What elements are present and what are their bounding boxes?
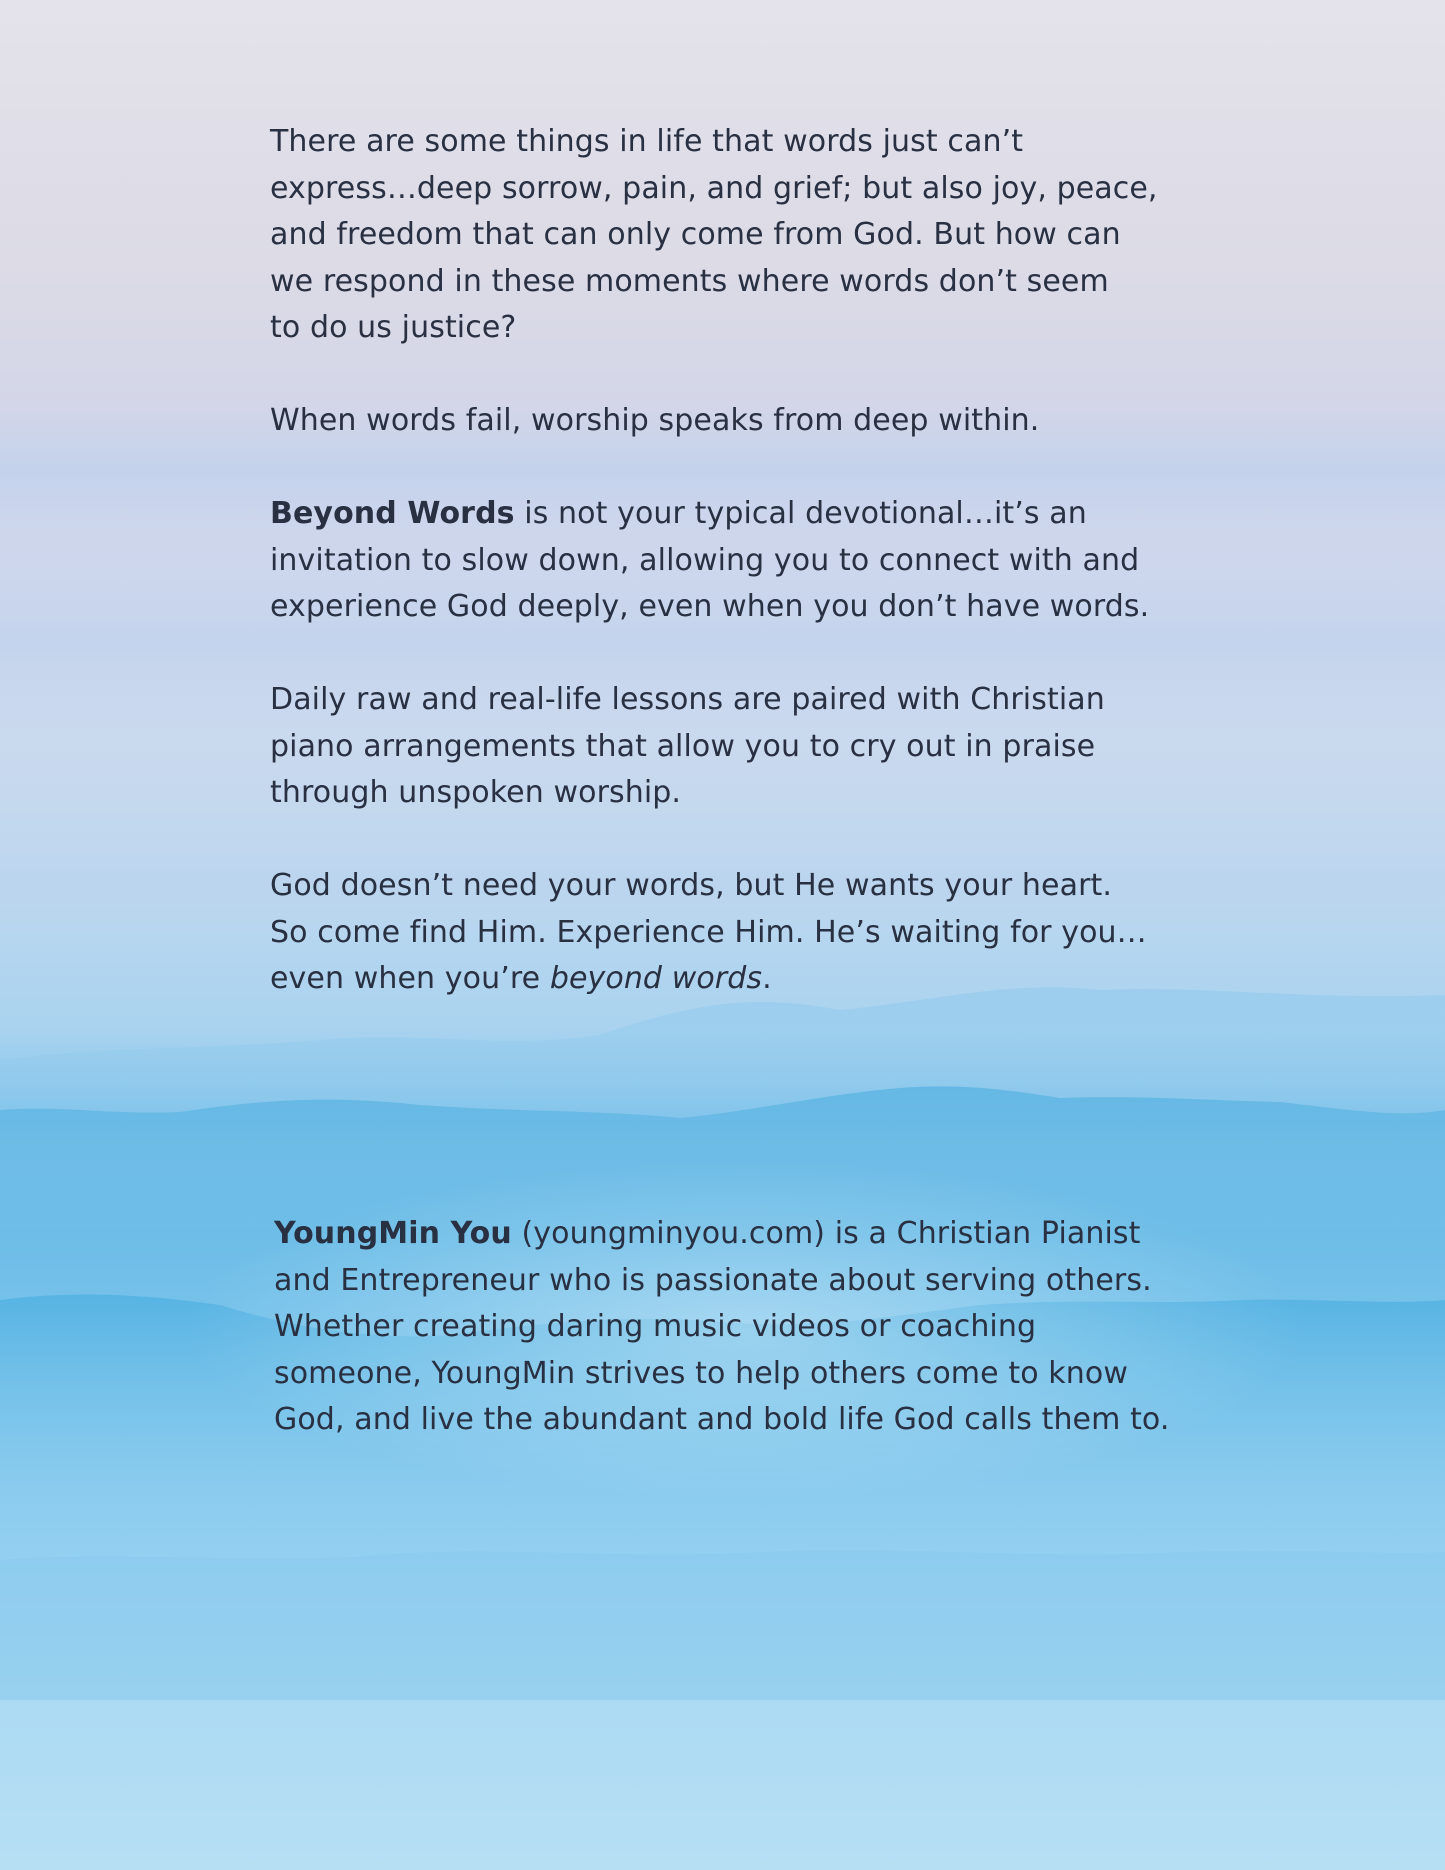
text-line: God, and live the abundant and bold life God calls them to. [274, 1402, 1170, 1437]
text-line: and Entrepreneur who is passionate about serving others. [274, 1262, 1152, 1298]
text-line: express…deep sorrow, pain, and grief; but also joy, peace, [270, 170, 1158, 206]
description-paragraph-5 [270, 863, 1270, 1003]
text-line: we respond in these moments where words don’t seem [270, 263, 1109, 299]
description-paragraph-1 [270, 119, 1270, 352]
book-description [270, 119, 1270, 1003]
text-line: invitation to slow down, allowing you to connect with and [270, 542, 1140, 578]
description-paragraph-3 [270, 491, 1270, 631]
book-title-bold: Beyond Words [270, 496, 515, 531]
book-title-italic: beyond words [549, 961, 763, 996]
text-line: someone, YoungMin strives to help others come to know [274, 1355, 1128, 1391]
text-run: even when you’re [270, 961, 550, 996]
text-run: is not your typical devotional…it’s an [514, 496, 1087, 531]
text-line: experience God deeply, even when you don’t have words. [270, 589, 1150, 624]
author-bio [274, 1211, 1274, 1444]
low-ridge [0, 1550, 1445, 1700]
text-line [274, 1211, 1274, 1258]
author-name: YoungMin You [274, 1216, 512, 1251]
description-paragraph-2 [270, 398, 1270, 445]
text-line: So come find Him. Experience Him. He’s waiting for you… [270, 914, 1147, 950]
text-line: piano arrangements that allow you to cry out in praise [270, 728, 1096, 764]
description-paragraph-4 [270, 677, 1270, 817]
text-line: and freedom that can only come from God. But how can [270, 217, 1121, 252]
text-line [270, 956, 1270, 1003]
text-line: Whether creating daring music videos or coaching [274, 1309, 1037, 1344]
text-line: God doesn’t need your words, but He wants your heart. [270, 868, 1113, 903]
text-line [270, 491, 1270, 538]
text-run: (youngminyou.com) is a Christian Pianist [511, 1216, 1141, 1251]
text-line: When words fail, worship speaks from deep within. [270, 403, 1040, 438]
text-run: . [762, 961, 772, 996]
text-line: to do us justice? [270, 310, 517, 345]
text-line: through unspoken worship. [270, 775, 682, 810]
text-line: There are some things in life that words just can’t [270, 124, 1024, 159]
text-line: Daily raw and real-life lessons are paired with Christian [270, 682, 1105, 717]
